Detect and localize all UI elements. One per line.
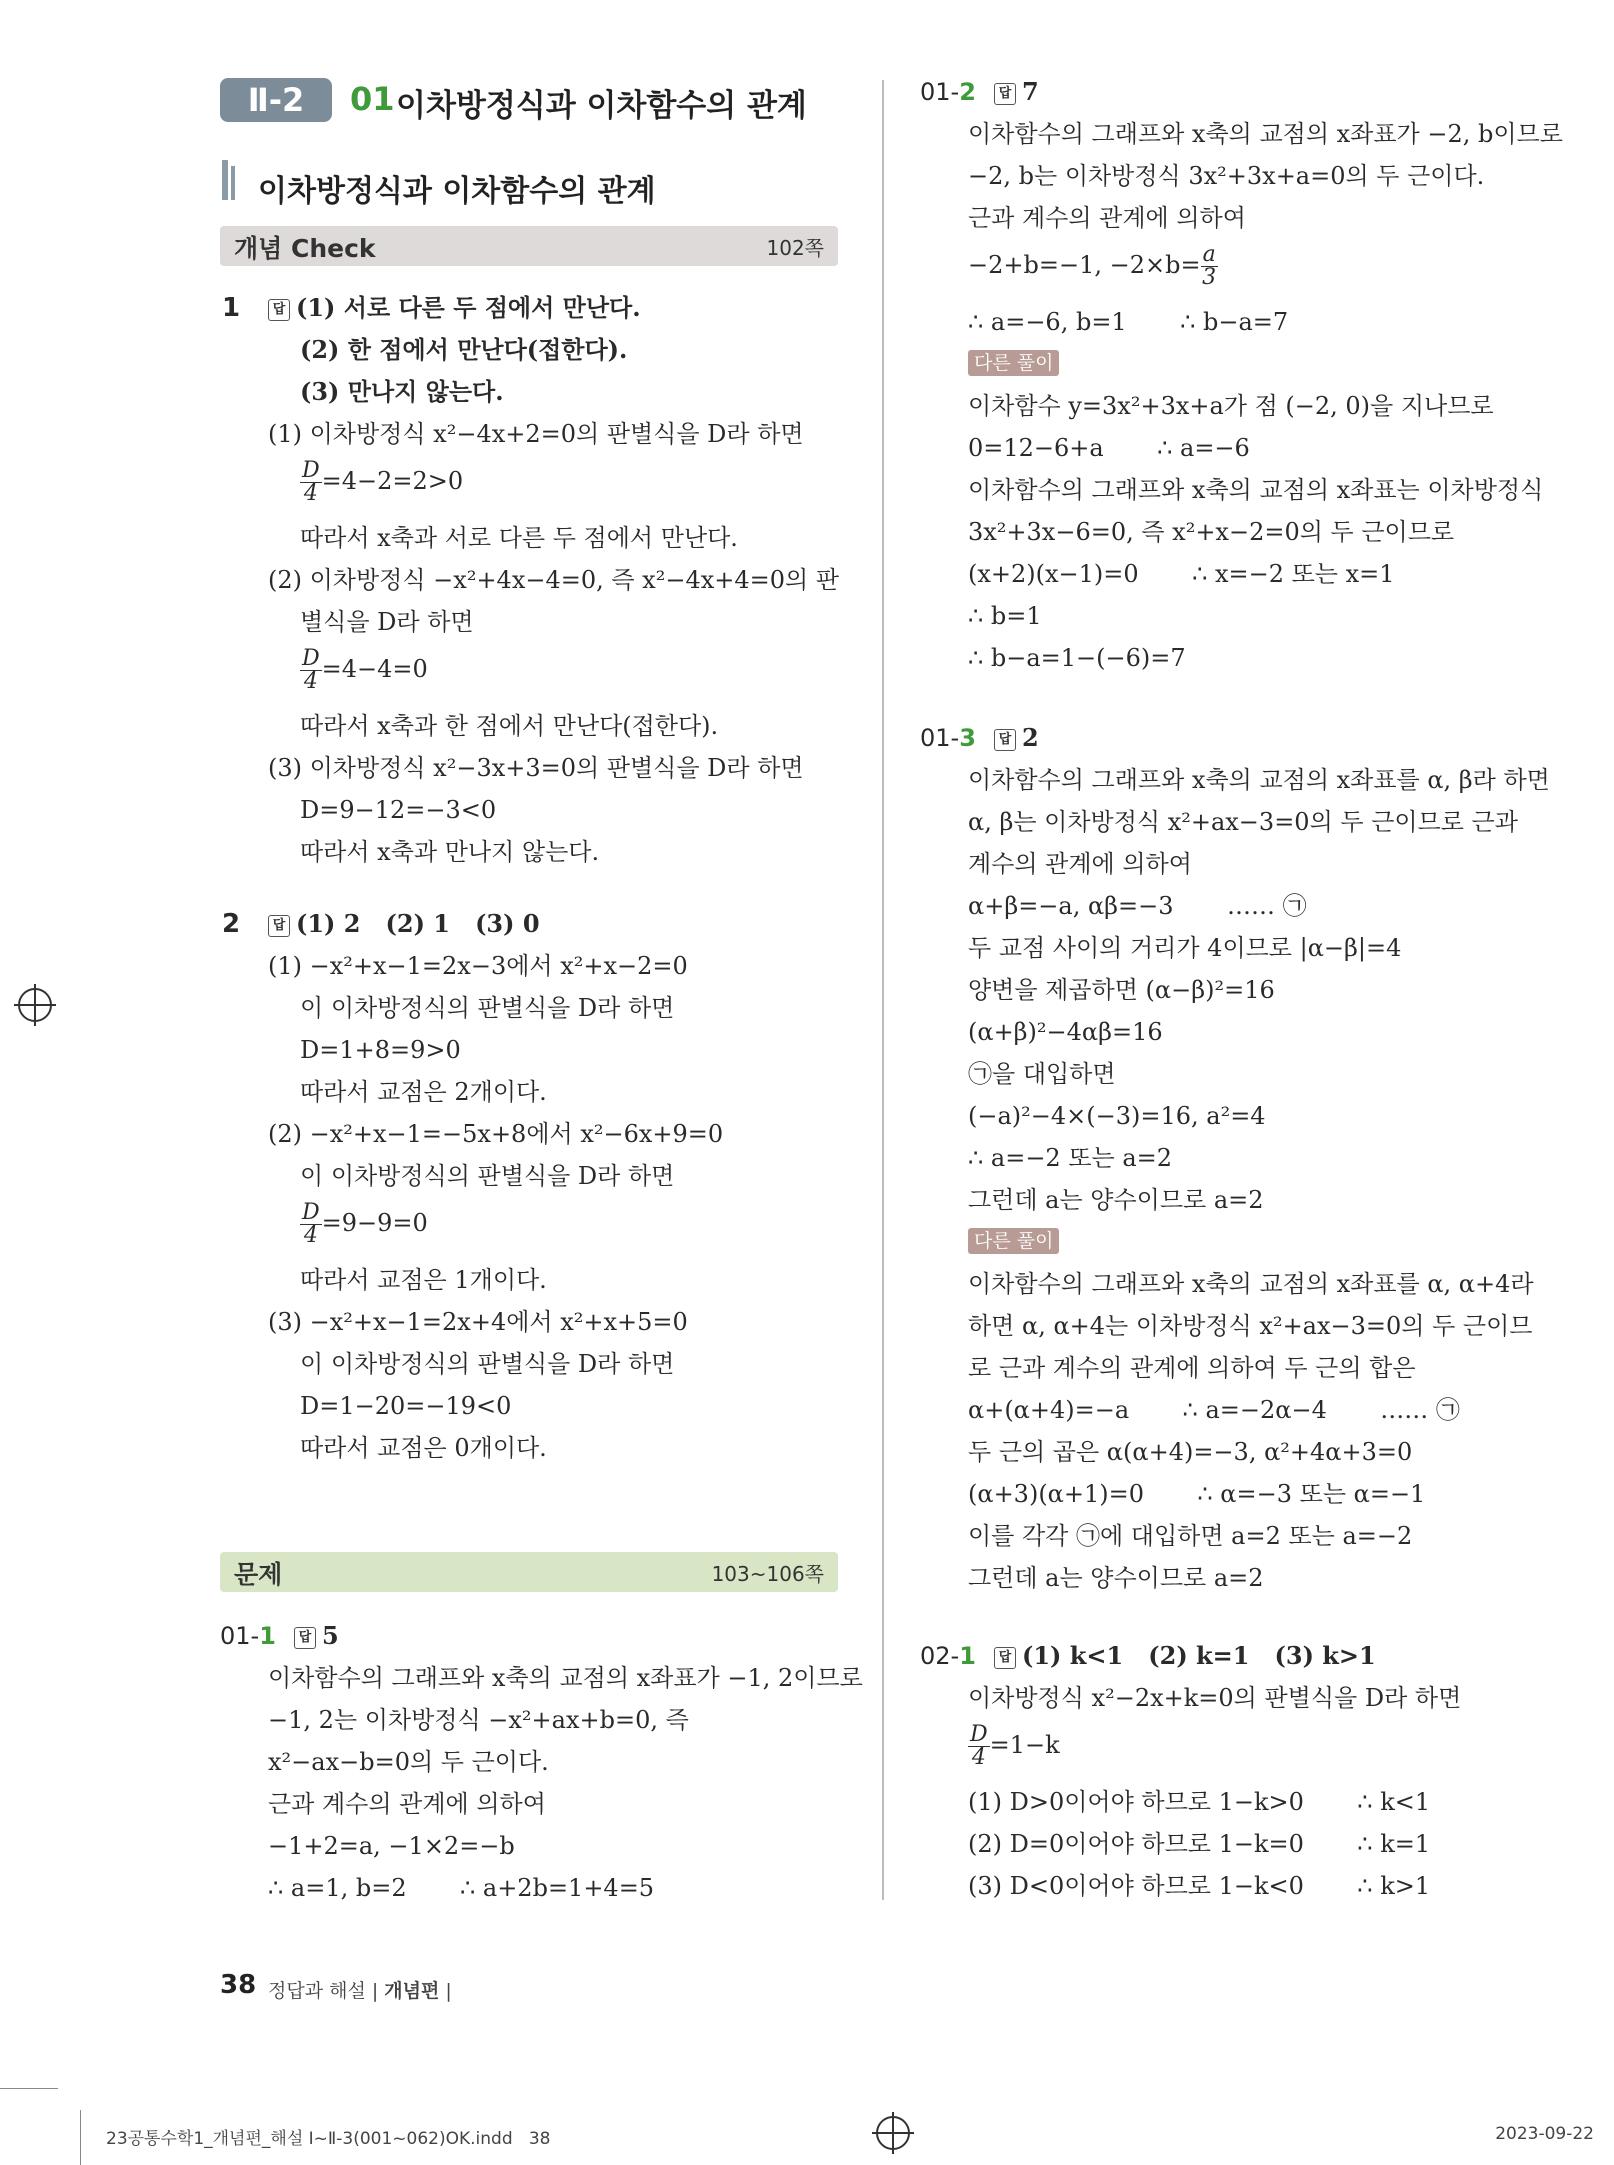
- problem-02-1-line: (3) D<0이어야 하므로 1−k<0 ∴ k>1: [968, 1872, 1431, 1900]
- problem-01-2-alt-line: 이차함수의 그래프와 x축의 교점의 x좌표는 이차방정식: [968, 476, 1544, 504]
- problem-page: 103~106쪽: [711, 1562, 824, 1586]
- problem-01-1-line: x²−ax−b=0의 두 근이다.: [268, 1748, 549, 1776]
- problem-01-1-line: 이차함수의 그래프와 x축의 교점의 x좌표가 −1, 2이므로: [268, 1664, 863, 1692]
- fraction: $\frac{D}{4}$: [302, 458, 320, 506]
- problem-01-3-line: ㉠을 대입하면: [968, 1060, 1116, 1088]
- q1-line: (3) 이차방정식 x²−3x+3=0의 판별식을 D라 하면: [268, 754, 804, 782]
- q2-line: (1) −x²+x−1=2x−3에서 x²+x−2=0: [268, 952, 688, 980]
- q1-line: 따라서 x축과 한 점에서 만난다(접한다).: [300, 712, 719, 740]
- problem-01-3-alt-line: 하면 α, α+4는 이차방정식 x²+ax−3=0의 두 근이므: [968, 1312, 1533, 1340]
- problem-label: 문제: [234, 1560, 283, 1589]
- problem-01-1-number: 01-1: [220, 1622, 276, 1650]
- footer-book: 정답과 해설 | 개념편 |: [268, 1980, 452, 2002]
- problem-01-3-line: 계수의 관계에 의하여: [968, 850, 1192, 878]
- problem-01-3-alt-line: 이를 각각 ㉠에 대입하면 a=2 또는 a=−2: [968, 1522, 1413, 1550]
- problem-01-3-line: 이차함수의 그래프와 x축의 교점의 x좌표를 α, β라 하면: [968, 766, 1550, 794]
- section-marker-icon-2: [231, 166, 235, 200]
- q1-answer-3: (3) 만나지 않는다.: [300, 377, 504, 406]
- crop-line: [0, 2088, 58, 2089]
- problem-01-3-number: 01-3: [920, 724, 976, 752]
- answer-icon: 답: [994, 83, 1016, 105]
- page-number: 38: [220, 1970, 257, 2000]
- problem-01-1-line: −1+2=a, −1×2=−b: [268, 1832, 515, 1860]
- problem-01-3-line: (α+β)²−4αβ=16: [968, 1018, 1163, 1046]
- problem-01-2-line: 근과 계수의 관계에 의하여: [968, 204, 1246, 232]
- q2-line: 따라서 교점은 0개이다.: [300, 1434, 547, 1462]
- concept-check-bar: [220, 226, 838, 266]
- alt-solution-tag: 다른 풀이: [968, 350, 1059, 376]
- answer-icon: 답: [268, 299, 290, 321]
- problem-02-1-line: (1) D>0이어야 하므로 1−k>0 ∴ k<1: [968, 1788, 1431, 1816]
- fraction: $\frac{D}{4}$: [302, 1200, 320, 1248]
- section-title: 이차방정식과 이차함수의 관계: [258, 174, 656, 209]
- problem-02-1-line: 이차방정식 x²−2x+k=0의 판별식을 D라 하면: [968, 1684, 1462, 1712]
- problem-01-2-answer: 답 7: [994, 76, 1039, 108]
- problem-01-3-alt-line: 로 근과 계수의 관계에 의하여 두 근의 합은: [968, 1354, 1416, 1382]
- footer-file: 23공통수학1_개념편_해설 Ⅰ~Ⅱ-3(001~062)OK.indd 38: [106, 2129, 551, 2149]
- problem-01-3-line: 두 교점 사이의 거리가 4이므로 |α−β|=4: [968, 934, 1402, 962]
- problem-02-1-answer: 답 (1) k<1 (2) k=1 (3) k>1: [994, 1640, 1376, 1672]
- problem-01-2-alt-line: ∴ b−a=1−(−6)=7: [968, 644, 1186, 672]
- problem-01-2-alt-line: 이차함수 y=3x²+3x+a가 점 (−2, 0)을 지나므로: [968, 392, 1494, 420]
- q2-number: 2: [222, 909, 241, 939]
- problem-01-1-line: 근과 계수의 관계에 의하여: [268, 1790, 546, 1818]
- q1-line: 따라서 x축과 만나지 않는다.: [300, 838, 600, 866]
- problem-01-2-alt-line: (x+2)(x−1)=0 ∴ x=−2 또는 x=1: [968, 560, 1395, 588]
- registration-mark-icon: [18, 988, 52, 1022]
- q1-answer-2: (2) 한 점에서 만난다(접한다).: [300, 335, 628, 364]
- q1-number: 1: [222, 293, 241, 323]
- problem-01-3-alt-line: α+(α+4)=−a ∴ a=−2α−4 …… ㉠: [968, 1396, 1460, 1424]
- crop-line: [80, 2110, 81, 2165]
- answer-icon: 답: [994, 729, 1016, 751]
- problem-01-2-line: 이차함수의 그래프와 x축의 교점의 x좌표가 −2, b이므로: [968, 120, 1563, 148]
- problem-01-1-line: −1, 2는 이차방정식 −x²+ax+b=0, 즉: [268, 1706, 689, 1734]
- problem-01-3-alt-line: 이차함수의 그래프와 x축의 교점의 x좌표를 α, α+4라: [968, 1270, 1534, 1298]
- q1-line: $\frac{D}{4}$ =4−4=0: [302, 646, 428, 694]
- problem-01-2-line: −2+b=−1, −2×b= $\frac{a}{3}$: [968, 242, 1217, 290]
- problem-01-2-alt-line: ∴ b=1: [968, 602, 1042, 630]
- problem-bar: [220, 1552, 838, 1592]
- problem-01-3-line: 그런데 a는 양수이므로 a=2: [968, 1186, 1264, 1214]
- column-divider: [882, 80, 884, 1900]
- unit-title: 이차방정식과 이차함수의 관계: [396, 88, 807, 124]
- q2-line: $\frac{D}{4}$ =9−9=0: [302, 1200, 428, 1248]
- q2-line: 이 이차방정식의 판별식을 D라 하면: [300, 1162, 675, 1190]
- problem-01-2-number: 01-2: [920, 78, 976, 106]
- problem-01-2-alt-line: 0=12−6+a ∴ a=−6: [968, 434, 1250, 462]
- problem-01-3-alt-line: 두 근의 곱은 α(α+4)=−3, α²+4α+3=0: [968, 1438, 1413, 1466]
- q1-line: 따라서 x축과 서로 다른 두 점에서 만난다.: [300, 524, 738, 552]
- problem-01-3-line: α+β=−a, αβ=−3 …… ㉠: [968, 892, 1307, 920]
- problem-02-1-line: $\frac{D}{4}$ =1−k: [970, 1722, 1060, 1770]
- problem-01-3-answer: 답 2: [994, 722, 1039, 754]
- problem-01-2-alt-line: 3x²+3x−6=0, 즉 x²+x−2=0의 두 근이므로: [968, 518, 1455, 546]
- problem-02-1-line: (2) D=0이어야 하므로 1−k=0 ∴ k=1: [968, 1830, 1431, 1858]
- problem-01-2-line: ∴ a=−6, b=1 ∴ b−a=7: [968, 308, 1289, 336]
- q2-line: (3) −x²+x−1=2x+4에서 x²+x+5=0: [268, 1308, 688, 1336]
- q2-line: D=1−20=−19<0: [300, 1392, 512, 1420]
- q1-line: (2) 이차방정식 −x²+4x−4=0, 즉 x²−4x+4=0의 판: [268, 566, 840, 594]
- q1-answer-1: 답 (1) 서로 다른 두 점에서 만난다.: [268, 292, 641, 324]
- q2-line: 이 이차방정식의 판별식을 D라 하면: [300, 994, 675, 1022]
- q1-line: 별식을 D라 하면: [300, 608, 474, 636]
- problem-01-1-answer: 답 5: [294, 1620, 339, 1652]
- problem-01-2-line: −2, b는 이차방정식 3x²+3x+a=0의 두 근이다.: [968, 162, 1485, 190]
- answer-icon: 답: [294, 1627, 316, 1649]
- problem-01-3-alt-line: (α+3)(α+1)=0 ∴ α=−3 또는 α=−1: [968, 1480, 1426, 1508]
- q2-line: 따라서 교점은 2개이다.: [300, 1078, 547, 1106]
- concept-check-page: 102쪽: [766, 236, 824, 260]
- footer-date: 2023-09-22: [1495, 2124, 1594, 2144]
- problem-01-3-line: 양변을 제곱하면 (α−β)²=16: [968, 976, 1275, 1004]
- unit-badge: Ⅱ-2: [220, 78, 332, 122]
- q2-line: (2) −x²+x−1=−5x+8에서 x²−6x+9=0: [268, 1120, 724, 1148]
- q2-line: 이 이차방정식의 판별식을 D라 하면: [300, 1350, 675, 1378]
- fraction: $\frac{a}{3}$: [1202, 242, 1217, 290]
- q2-line: 따라서 교점은 1개이다.: [300, 1266, 547, 1294]
- alt-solution-tag: 다른 풀이: [968, 1228, 1059, 1254]
- fraction: $\frac{D}{4}$: [302, 646, 320, 694]
- problem-01-3-line: (−a)²−4×(−3)=16, a²=4: [968, 1102, 1266, 1130]
- q1-line: $\frac{D}{4}$ =4−2=2>0: [302, 458, 464, 506]
- q2-answer: 답 (1) 2 (2) 1 (3) 0: [268, 908, 540, 940]
- q1-line: D=9−12=−3<0: [300, 796, 497, 824]
- problem-01-3-alt-line: 그런데 a는 양수이므로 a=2: [968, 1564, 1264, 1592]
- problem-01-3-line: α, β는 이차방정식 x²+ax−3=0의 두 근이므로 근과: [968, 808, 1518, 836]
- concept-check-label: 개념 Check: [234, 234, 376, 263]
- unit-number: 01: [350, 80, 395, 118]
- q2-line: D=1+8=9>0: [300, 1036, 461, 1064]
- problem-01-3-line: ∴ a=−2 또는 a=2: [968, 1144, 1173, 1172]
- registration-mark-icon: [876, 2116, 910, 2150]
- answer-icon: 답: [994, 1647, 1016, 1669]
- problem-01-1-line: ∴ a=1, b=2 ∴ a+2b=1+4=5: [268, 1874, 655, 1902]
- q1-line: (1) 이차방정식 x²−4x+2=0의 판별식을 D라 하면: [268, 420, 804, 448]
- answer-icon: 답: [268, 915, 290, 937]
- fraction: $\frac{D}{4}$: [970, 1722, 988, 1770]
- problem-02-1-number: 02-1: [920, 1642, 976, 1670]
- section-marker-icon: [222, 160, 228, 200]
